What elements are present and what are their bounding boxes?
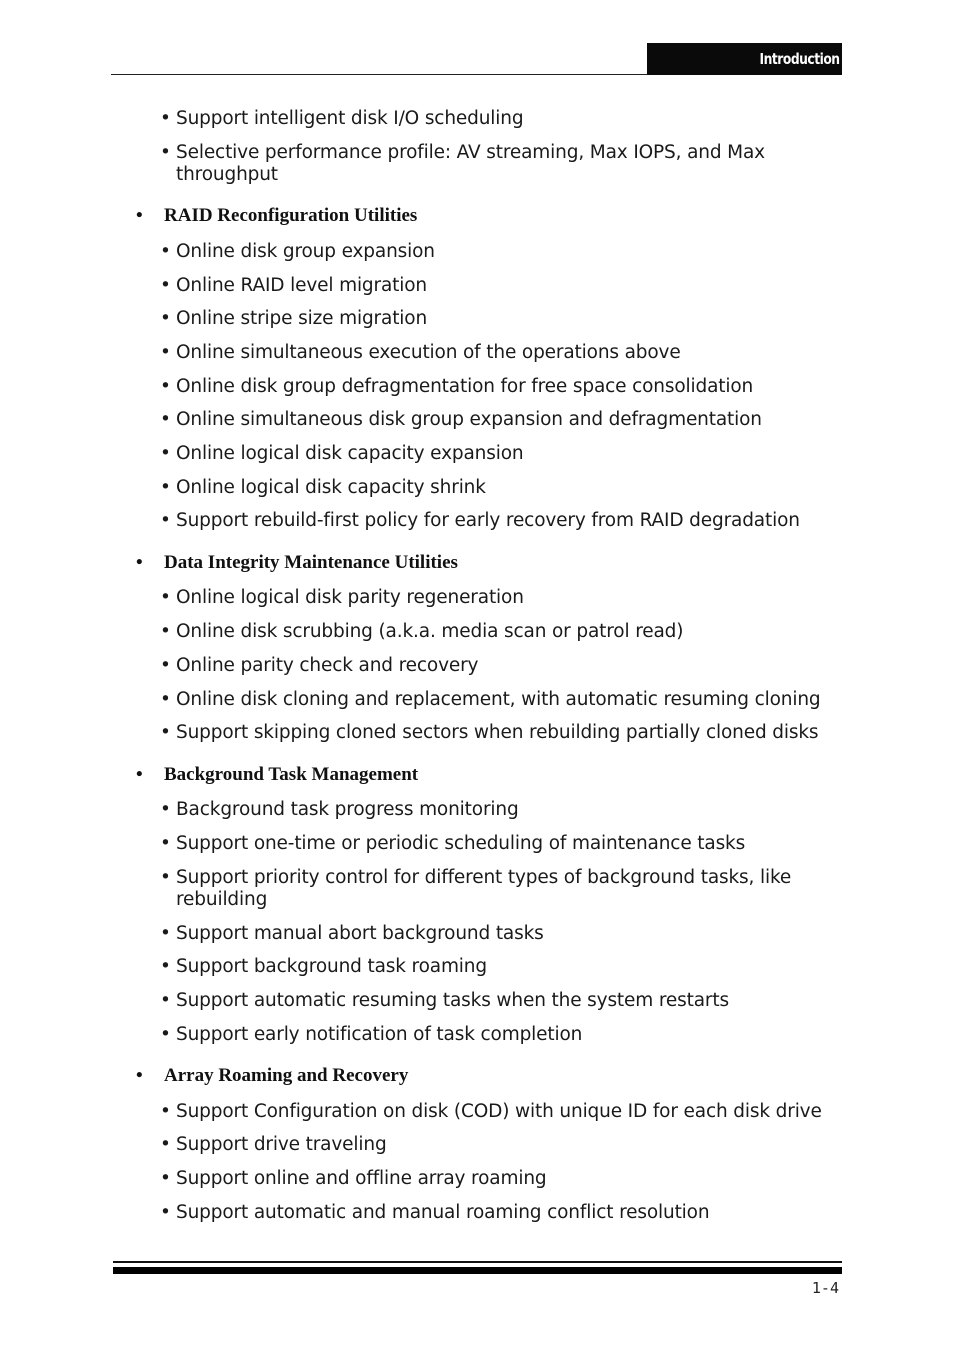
- bullet: •: [160, 308, 171, 329]
- list-item-text: Support early notification of task completion: [176, 1024, 583, 1045]
- list-item: [160, 376, 850, 398]
- list-item: [160, 799, 850, 821]
- bullet: •: [160, 1134, 171, 1155]
- bullet: •: [160, 867, 171, 888]
- list-item-text: Selective performance profile: AV streaming, Max IOPS, and Max throughput: [176, 142, 765, 185]
- footer-rule-thick: [113, 1267, 842, 1274]
- list-item: [160, 477, 850, 499]
- list-item: [160, 867, 850, 911]
- list-item-text: Online disk group expansion: [176, 241, 435, 262]
- bullet: •: [160, 990, 171, 1011]
- bullet: •: [160, 833, 171, 854]
- list-item-text: Online logical disk parity regeneration: [176, 587, 524, 608]
- list-item-text: Online disk cloning and replacement, with automatic resuming cloning: [176, 689, 821, 710]
- bullet: •: [160, 1101, 171, 1122]
- section-heading-text: Data Integrity Maintenance Utilities: [164, 552, 458, 573]
- section-heading: [136, 1065, 408, 1087]
- list-item: [160, 587, 850, 609]
- footer-rule-thin: [113, 1261, 842, 1263]
- bullet: •: [160, 275, 171, 296]
- list-item: [160, 689, 850, 711]
- list-item-text: Support automatic and manual roaming conflict resolution: [176, 1202, 710, 1223]
- list-item-text: Support one-time or periodic scheduling of maintenance tasks: [176, 833, 746, 854]
- page-number: 1-4: [811, 1279, 839, 1297]
- list-item: [160, 722, 850, 744]
- section-heading-text: Array Roaming and Recovery: [164, 1065, 409, 1086]
- list-item-text: Online disk scrubbing (a.k.a. media scan or patrol read): [176, 621, 684, 642]
- section-heading-text: RAID Reconfiguration Utilities: [164, 205, 418, 226]
- list-item-text: Support manual abort background tasks: [176, 923, 544, 944]
- list-item: [160, 275, 850, 297]
- list-item-text: Support Configuration on disk (COD) with unique ID for each disk drive: [176, 1101, 822, 1122]
- list-item-text: Online logical disk capacity expansion: [176, 443, 524, 464]
- list-item: [160, 990, 850, 1012]
- list-item: [160, 108, 850, 130]
- bullet: •: [160, 923, 171, 944]
- bullet: •: [160, 443, 171, 464]
- bullet: •: [160, 1168, 171, 1189]
- bullet: •: [160, 108, 171, 129]
- list-item: [160, 510, 850, 532]
- list-item-text: Background task progress monitoring: [176, 799, 519, 820]
- list-item: [160, 956, 850, 978]
- list-item-text: Online parity check and recovery: [176, 655, 479, 676]
- bullet: •: [160, 376, 171, 397]
- bullet: •: [160, 1024, 171, 1045]
- bullet: •: [136, 1065, 143, 1086]
- bullet: •: [136, 552, 143, 573]
- section-title: Introduction: [760, 50, 840, 68]
- list-item: [160, 1101, 850, 1123]
- list-item: [160, 621, 850, 643]
- list-item: [160, 342, 850, 364]
- bullet: •: [160, 510, 171, 531]
- list-item: [160, 241, 850, 263]
- list-item-text: Online simultaneous disk group expansion and defragmentation: [176, 409, 762, 430]
- list-item: [160, 308, 850, 330]
- list-item-text: Support drive traveling: [176, 1134, 387, 1155]
- list-item: [160, 923, 850, 945]
- list-item: [160, 1134, 850, 1156]
- list-item-text: Support priority control for different types of background tasks, like rebuilding: [176, 867, 792, 910]
- list-item-text: Online disk group defragmentation for free space consolidation: [176, 376, 754, 397]
- bullet: •: [160, 409, 171, 430]
- bullet: •: [160, 587, 171, 608]
- list-item-text: Online simultaneous execution of the operations above: [176, 342, 681, 363]
- list-item-text: Online stripe size migration: [176, 308, 428, 329]
- list-item-text: Support skipping cloned sectors when rebuilding partially cloned disks: [176, 722, 819, 743]
- list-item: [160, 443, 850, 465]
- list-item: [160, 142, 850, 186]
- list-item: [160, 1202, 850, 1224]
- bullet: •: [160, 1202, 171, 1223]
- list-item: [160, 833, 850, 855]
- list-item: [160, 409, 850, 431]
- bullet: •: [160, 956, 171, 977]
- bullet: •: [160, 799, 171, 820]
- list-item-text: Online RAID level migration: [176, 275, 428, 296]
- bullet: •: [136, 764, 143, 785]
- bullet: •: [160, 342, 171, 363]
- list-item-text: Online logical disk capacity shrink: [176, 477, 486, 498]
- bullet: •: [160, 241, 171, 262]
- bullet: •: [160, 477, 171, 498]
- section-heading: [136, 552, 458, 574]
- bullet: •: [160, 689, 171, 710]
- header-tab: [647, 43, 842, 75]
- list-item: [160, 655, 850, 677]
- bullet: •: [136, 205, 143, 226]
- section-heading: [136, 205, 417, 227]
- list-item-text: Support online and offline array roaming: [176, 1168, 547, 1189]
- header-rule: [111, 74, 647, 75]
- list-item: [160, 1024, 850, 1046]
- list-item-text: Support intelligent disk I/O scheduling: [176, 108, 524, 129]
- section-heading: [136, 764, 418, 786]
- bullet: •: [160, 722, 171, 743]
- bullet: •: [160, 621, 171, 642]
- list-item: [160, 1168, 850, 1190]
- list-item-text: Support rebuild-first policy for early recovery from RAID degradation: [176, 510, 800, 531]
- section-heading-text: Background Task Management: [164, 764, 419, 785]
- list-item-text: Support background task roaming: [176, 956, 487, 977]
- bullet: •: [160, 655, 171, 676]
- bullet: •: [160, 142, 171, 163]
- list-item-text: Support automatic resuming tasks when the system restarts: [176, 990, 729, 1011]
